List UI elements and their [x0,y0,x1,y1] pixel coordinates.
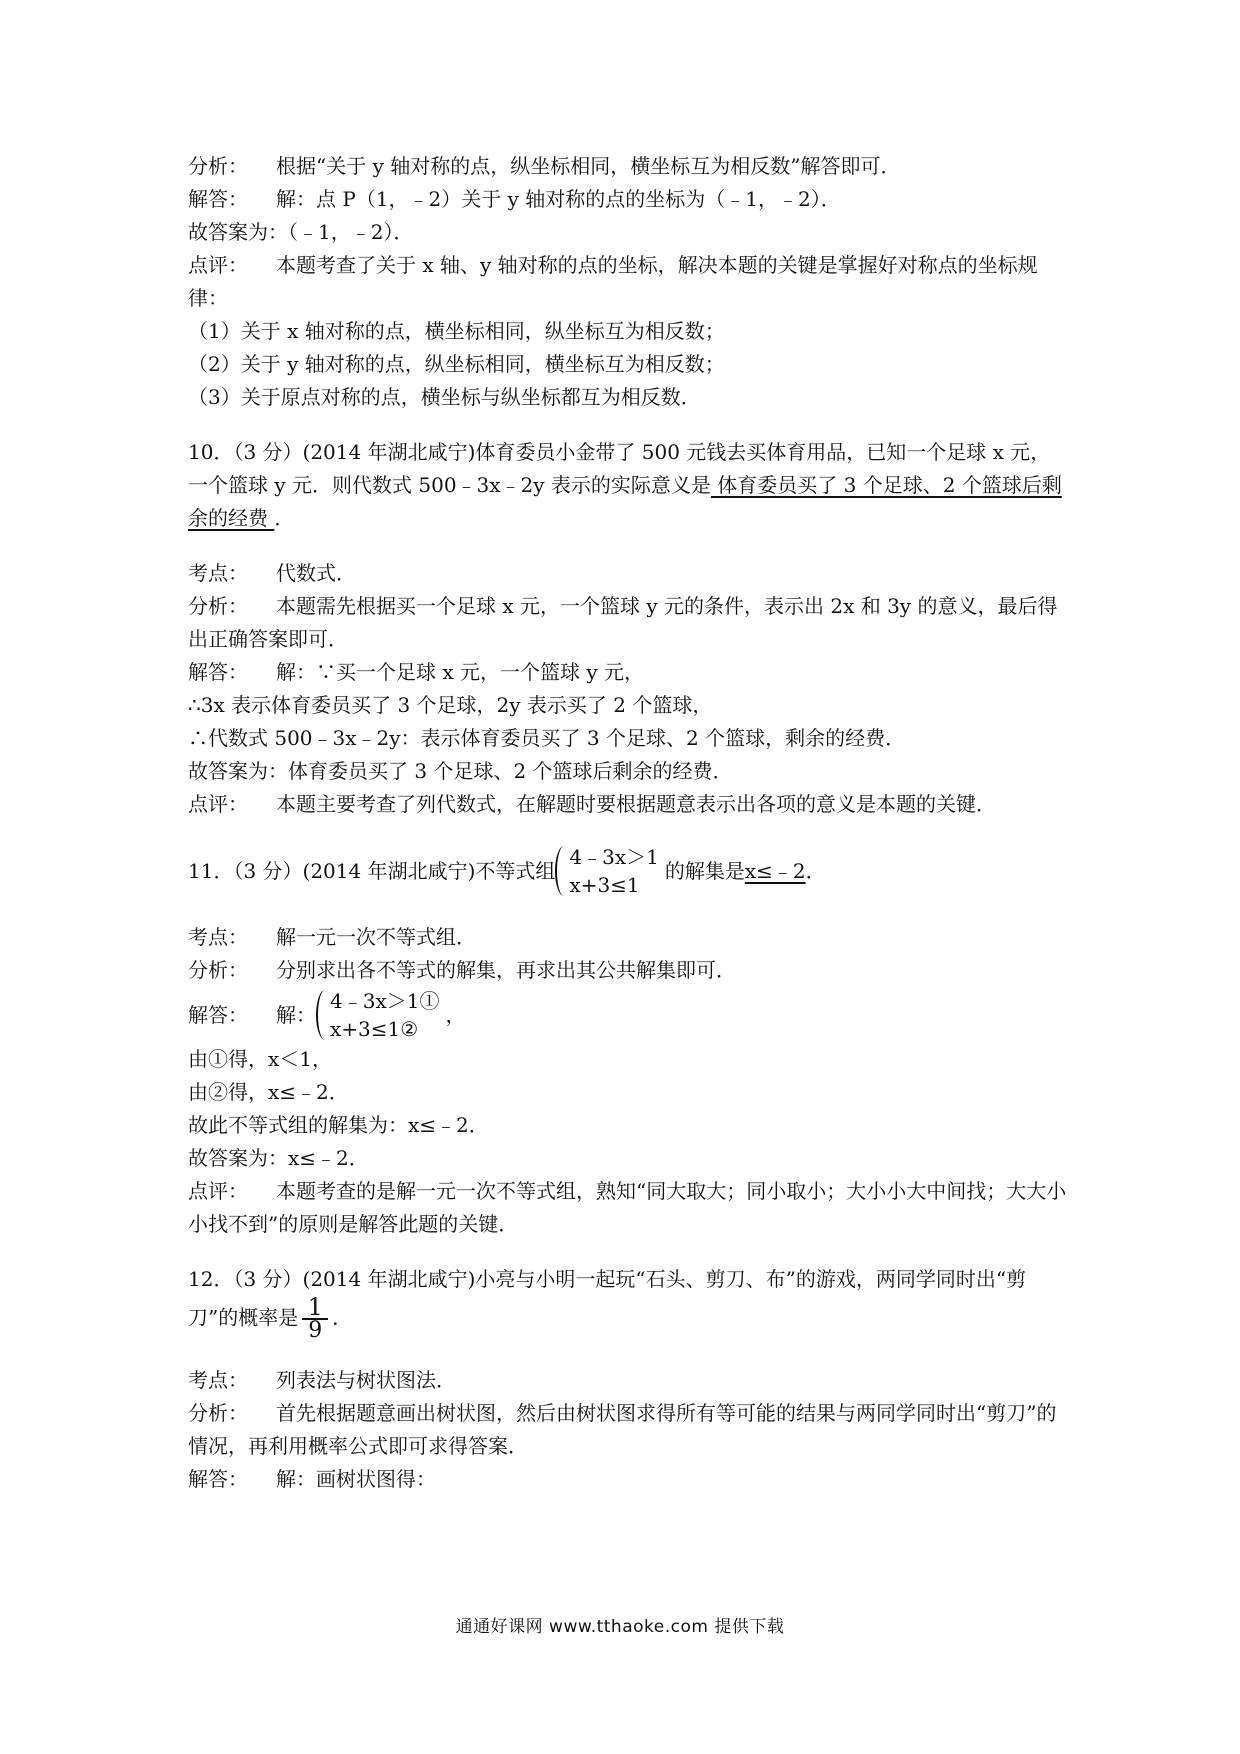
q9-answer: 故答案为：（﹣1，﹣2）． [188,220,414,244]
q10-solution-3: ∴代数式 500﹣3x﹣2y：表示体育委员买了 3 个足球、2 个篮球，剩余的经费． [188,726,906,750]
brace-icon [555,846,566,896]
q11-answer: 故答案为：x≤﹣2． [188,1146,369,1170]
document-body [188,150,1068,1496]
brace-icon [316,990,327,1040]
q11-solution: 解答： 解： 4﹣3x＞1① x+3≤1② ， [188,989,466,1041]
q10-answer: 故答案为：体育委员买了 3 个足球、2 个篮球后剩余的经费． [188,759,733,783]
q9-solution: 解答： 解：点 P（1，﹣2）关于 y 轴对称的点的坐标为（﹣1，﹣2）． [188,187,841,211]
q12-stem: 12．（3 分）(2014 年湖北咸宁)小亮与小明一起玩“石头、剪刀、布”的游戏，两同学同时出“剪刀”的概率是 $\frac{1}{9}$ ． [188,1267,1027,1343]
q12-solution: 解答： 解：画树状图得： [188,1467,436,1491]
q9-analysis: 分析： 根据“关于 y 轴对称的点，纵坐标相同，横坐标互为相反数”解答即可． [188,154,901,178]
q11-analysis: 分析： 分别求出各不等式的解集，再求出其公共解集即可． [188,958,736,982]
q9-rule-2: （2）关于 y 轴对称的点，纵坐标相同，横坐标互为相反数； [188,352,725,376]
q10-point: 考点： 代数式． [188,561,356,585]
q10-comment: 点评： 本题主要考查了列代数式，在解题时要根据题意表示出各项的意义是本题的关键． [188,792,996,816]
q11-answer-blank: x≤﹣2 [744,858,806,883]
q10-solution-1: 解答： 解：∵买一个足球 x 元，一个篮球 y 元， [188,660,645,684]
q11-step-2: 由②得，x≤﹣2． [188,1080,349,1104]
page-footer: 通通好课网 www.tthaoke.com 提供下载 [455,1617,785,1637]
q11-point: 考点： 解一元一次不等式组． [188,925,476,949]
q9-rule-1: （1）关于 x 轴对称的点，横坐标相同，纵坐标互为相反数； [188,319,725,343]
q11-step-3: 故此不等式组的解集为：x≤﹣2． [188,1113,489,1137]
q12-analysis: 分析： 首先根据题意画出树状图，然后由树状图求得所有等可能的结果与两同学同时出“剪刀”的情况，再利用概率公式即可求得答案． [188,1401,1057,1458]
solution-system: 4﹣3x＞1① x+3≤1② [330,989,440,1041]
q11-comment: 点评： 本题考查的是解一元一次不等式组，熟知“同大取大；同小取小；大小小大中间找；大大小小找不到”的原则是解答此题的关键． [188,1179,1067,1236]
q11-stem: 11．（3 分）(2014 年湖北咸宁)不等式组 4﹣3x＞1 x+3≤1 的解集是 x≤﹣2 ． [188,845,826,897]
inequality-system: 4﹣3x＞1 x+3≤1 [569,845,659,897]
q10-analysis: 分析： 本题需先根据买一个足球 x 元，一个篮球 y 元的条件，表示出 2x 和 3y 的意义，最后得出正确答案即可． [188,594,1058,651]
q12-point: 考点： 列表法与树状图法． [188,1368,456,1392]
q12-answer-fraction: $\frac{1}{9}$ [302,1296,328,1342]
q11-step-1: 由①得，x＜1， [188,1047,333,1071]
q9-rule-3: （3）关于原点对称的点，横坐标与纵坐标都互为相反数． [188,385,701,409]
q10-stem: 10．（3 分）(2014 年湖北咸宁)体育委员小金带了 500 元钱去买体育用品，已知一个足球 x 元，一个篮球 y 元．则代数式 500﹣3x﹣2y 表示的实际意义是 体育委员买了 3 个足球、2 个篮球后剩余的经费 ． [188,440,1062,530]
q9-comment: 点评： 本题考查了关于 x 轴、y 轴对称的点的坐标，解决本题的关键是掌握好对称点的坐标规律： [188,253,1038,310]
q10-solution-2: ∴3x 表示体育委员买了 3 个足球，2y 表示买了 2 个篮球， [188,693,713,717]
q10-answer-blank: 体育委员买了 3 个足球、2 个篮球后剩余的经费 [188,473,1062,530]
